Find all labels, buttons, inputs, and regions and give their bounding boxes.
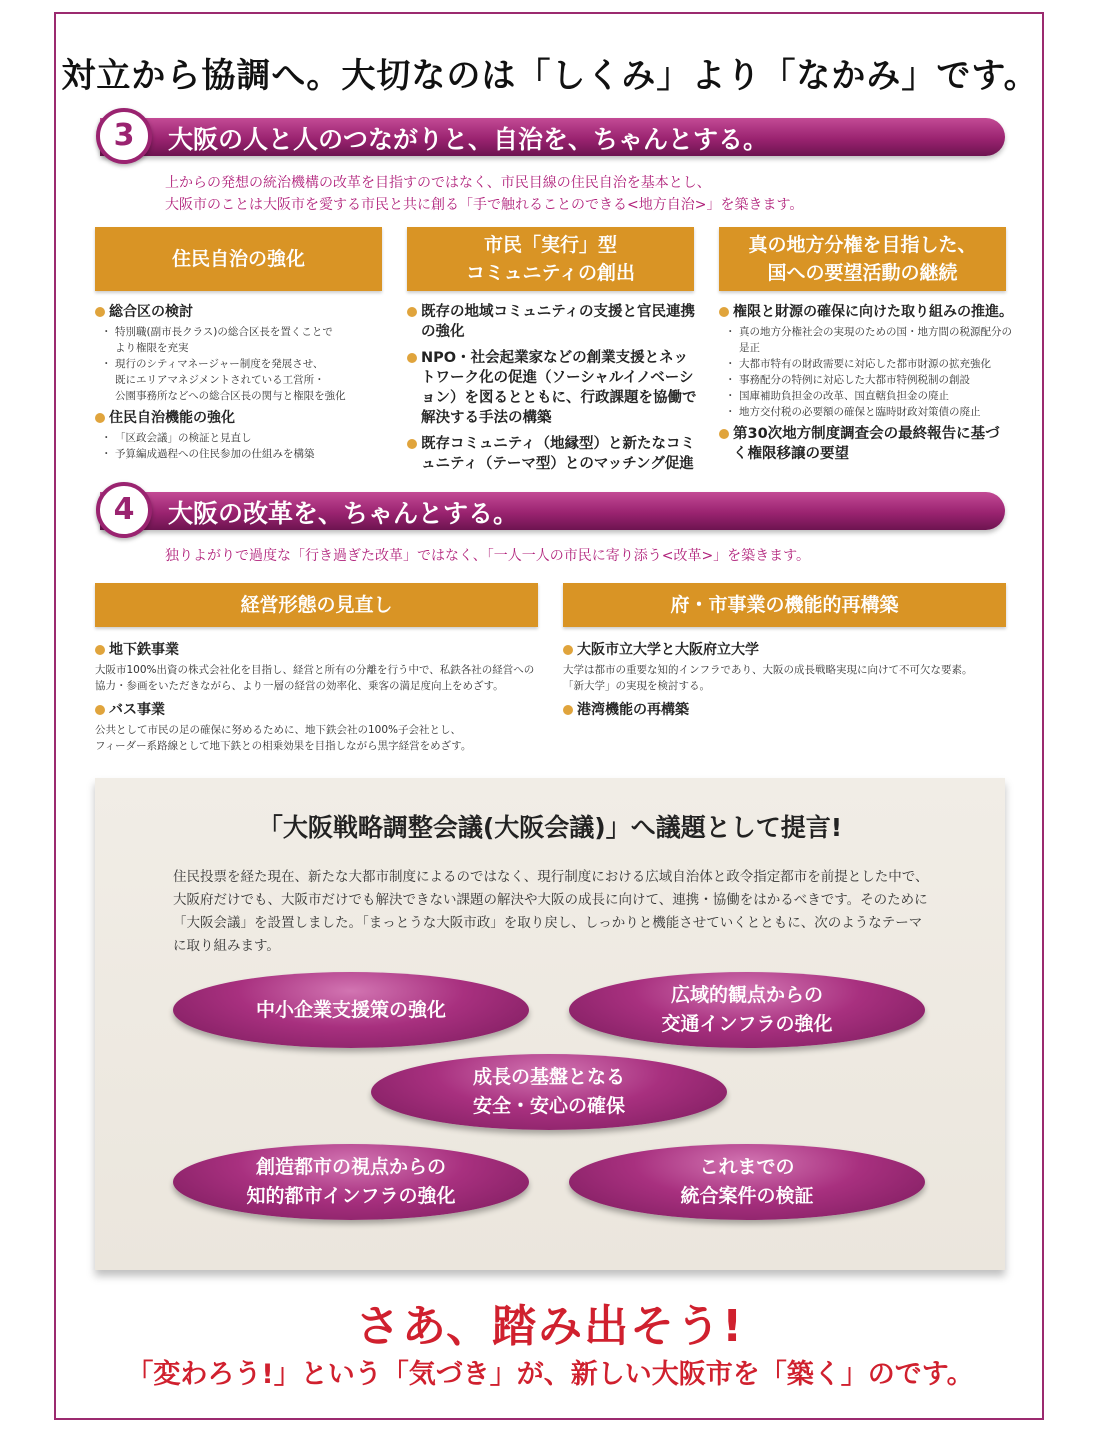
- box-title-decentralization: [719, 227, 1006, 291]
- section-3-column-3: [719, 302, 1019, 464]
- box-title-citizen-community-line-1: 市民「実行」型: [483, 234, 617, 256]
- box-title-citizen-community-line-2: コミュニティの創出: [465, 262, 636, 284]
- cta-subline: 「変わろう!」という「気づき」が、新しい大阪市を「築く」のです。: [126, 1359, 974, 1390]
- sub-list: [95, 324, 385, 404]
- box-title-decentralization-line-1: 真の地方分権を目指した、: [748, 234, 977, 256]
- box-title-decentralization-line-2: 国への要望活動の継続: [767, 262, 958, 284]
- paragraph: 公共として市民の足の確保に努めるために、地下鉄会社の100%子会社とし、 フィーダー系路線として地下鉄との相乗効果を目指しながら黒字経営をめざす。: [95, 724, 472, 752]
- theme-oval-sme-support: 中小企業支援策の強化: [173, 972, 529, 1048]
- bullet-heading: バス事業: [95, 700, 545, 720]
- bullet-heading: 住民自治機能の強化: [95, 408, 385, 428]
- paragraph: 大阪市100%出資の株式会社化を目指し、経営と所有の分離を行う中で、私鉄各社の経営への 協力・参画をいただきながら、より一層の経営の効率化、乗客の満足度向上をめざす。: [95, 664, 535, 692]
- box-title-management-review: 経営形態の見直し: [95, 583, 538, 627]
- theme-oval-creative-city: 創造都市の視点からの 知的都市インフラの強化: [173, 1144, 529, 1220]
- bullet-heading: 既存コミュニティ（地縁型）と新たなコミュニティ（テーマ型）とのマッチング促進: [407, 434, 699, 474]
- sub-item: ・ 「区政会議」の検証と見直し: [107, 430, 385, 446]
- section-3-title: 大阪の人と人のつながりと、自治を、ちゃんとする。: [168, 125, 769, 154]
- bullet-heading: 総合区の検討: [95, 302, 385, 322]
- sub-item: ・ 大都市特有の財政需要に対応した都市財源の拡充強化: [731, 356, 1019, 372]
- sub-item: ・ 特別職(副市長クラス)の総合区長を置くことで より権限を充実: [107, 324, 385, 356]
- sub-list: [95, 430, 385, 462]
- section-4-number: 4: [96, 482, 152, 538]
- box-title-citizen-community: [407, 227, 694, 291]
- theme-oval-integration-review: これまでの 統合案件の検証: [569, 1144, 925, 1220]
- page-headline: 対立から協調へ。大切なのは「しくみ」より「なかみ」です。: [61, 56, 1039, 96]
- section-3-lead-line-1: 上からの発想の統治機構の改革を目指すのではなく、市民目線の住民自治を基本とし、: [165, 175, 711, 191]
- sub-item: ・ 真の地方分権社会の実現のための国・地方間の税源配分の 是正: [731, 324, 1019, 356]
- sub-item: ・ 現行のシティマネージャー制度を発展させ、 既にエリアマネジメントされている工営所・ 公園事務所などへの総合区長の関与と権限を強化: [107, 356, 385, 404]
- bullet-heading: 第30次地方制度調査会の最終報告に基づく権限移譲の要望: [719, 424, 1003, 464]
- sub-item: ・ 予算編成過程への住民参加の仕組みを構築: [107, 446, 385, 462]
- box-title-resident-autonomy: 住民自治の強化: [95, 227, 382, 291]
- proposal-title: 「大阪戦略調整会議(大阪会議)」へ議題として提言!: [257, 813, 843, 842]
- bullet-heading: 地下鉄事業: [95, 640, 545, 660]
- box-title-functional-restructure: 府・市事業の機能的再構築: [563, 583, 1006, 627]
- section-3-column-2: [407, 302, 699, 474]
- bullet-heading: NPO・社会起業家などの創業支援とネットワーク化の促進（ソーシャルイノベーション）を図るとともに、行政課題を協働で解決する手法の構築: [407, 348, 699, 428]
- section-4-column-2: [563, 640, 1008, 720]
- section-4-lead: 独りよがりで過度な「行き過ぎた改革」ではなく、「一人一人の市民に寄り添う<改革>」を築きます。: [165, 548, 811, 564]
- sub-item: ・ 国庫補助負担金の改革、国直轄負担金の廃止: [731, 388, 1019, 404]
- section-4-column-1: [95, 640, 545, 760]
- cta-headline: さあ、踏み出そう!: [355, 1301, 745, 1352]
- bullet-heading: 大阪市立大学と大阪府立大学: [563, 640, 1008, 660]
- proposal-text: 住民投票を経た現在、新たな大都市制度によるのではなく、現行制度における広域自治体と政令指定都市を前提とした中で、大阪府だけでも、大阪市だけでも解決できない課題の解決や大阪の成長に向けて、連携・協働をはかるべきです。そのために「大阪会議」を設置しました。「まっとうな大阪市政」を取り戻し、しっかりと機能させていくとともに、次のようなテーマに取り組みます。: [173, 869, 929, 954]
- section-3-number: 3: [96, 108, 152, 164]
- section-4-title: 大阪の改革を、ちゃんとする。: [168, 499, 519, 528]
- bullet-heading: 権限と財源の確保に向けた取り組みの推進。: [719, 302, 1019, 322]
- paragraph: 大学は都市の重要な知的インフラであり、大阪の成長戦略実現に向けて不可欠な要素。 「新大学」の実現を検討する。: [563, 664, 973, 692]
- sub-list: [719, 324, 1019, 420]
- bullet-heading: 既存の地域コミュニティの支援と官民連携の強化: [407, 302, 699, 342]
- section-3-lead: [165, 172, 803, 216]
- section-3-lead-line-2: 大阪市のことは大阪市を愛する市民と共に創る「手で触れることのできる<地方自治>」を築きます。: [165, 197, 804, 213]
- sub-item: ・ 事務配分の特例に対応した大都市特例税制の創設: [731, 372, 1019, 388]
- proposal-panel: [95, 778, 1005, 1270]
- section-3-column-1: [95, 302, 385, 466]
- sub-item: ・ 地方交付税の必要額の確保と臨時財政対策債の廃止: [731, 404, 1019, 420]
- theme-oval-transport-infra: 広域的観点からの 交通インフラの強化: [569, 972, 925, 1048]
- bullet-heading: 港湾機能の再構築: [563, 700, 1008, 720]
- theme-oval-safety: 成長の基盤となる 安全・安心の確保: [371, 1054, 727, 1130]
